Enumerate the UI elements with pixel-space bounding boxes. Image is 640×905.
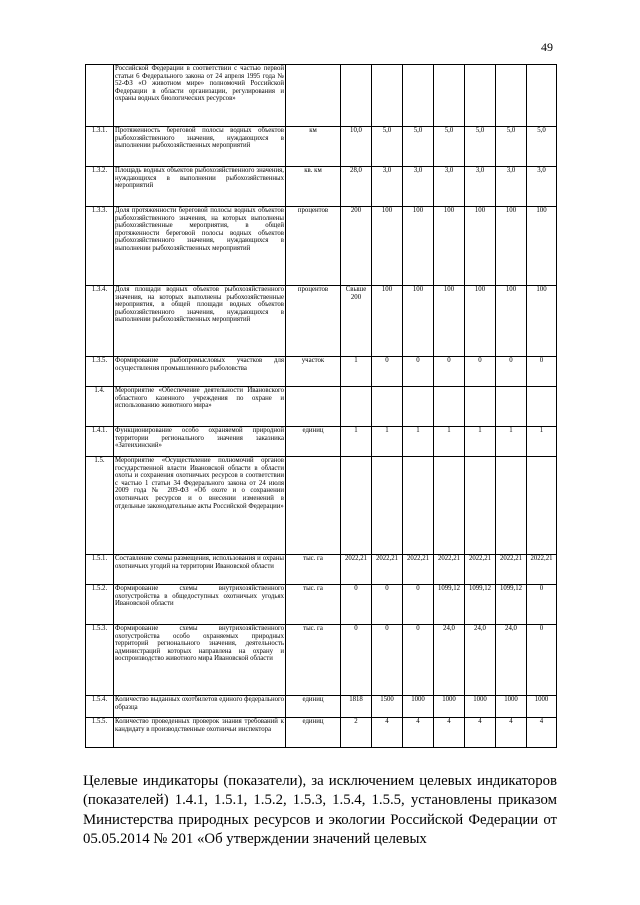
value-cell: 1 bbox=[465, 427, 496, 457]
unit-cell: тыс. га bbox=[286, 625, 341, 696]
value-cell: 100 bbox=[403, 207, 434, 286]
table-row bbox=[86, 207, 557, 286]
value-cell: 0 bbox=[372, 625, 403, 696]
value-cell: 2022,21 bbox=[403, 555, 434, 585]
indicators-table bbox=[85, 64, 557, 748]
value-cell: 1 bbox=[403, 427, 434, 457]
row-number: 1.3.1. bbox=[86, 127, 114, 167]
value-cell: 1818 bbox=[341, 696, 372, 718]
unit-cell: единиц bbox=[286, 696, 341, 718]
value-cell bbox=[465, 65, 496, 127]
table-row bbox=[86, 718, 557, 748]
table-row bbox=[86, 555, 557, 585]
value-cell: 24,0 bbox=[496, 625, 527, 696]
row-number: 1.3.5. bbox=[86, 357, 114, 387]
value-cell: 24,0 bbox=[465, 625, 496, 696]
row-number: 1.3.2. bbox=[86, 167, 114, 207]
value-cell: 4 bbox=[372, 718, 403, 748]
value-cell: 4 bbox=[434, 718, 465, 748]
value-cell: 1 bbox=[527, 427, 557, 457]
indicator-name: Мероприятие «Осуществление полномочий органов государственной власти Ивановской области в области охоты и сохранения охотничьих ресурсов в соответствии с частью 1 статьи 34 Федерального закона от 24 июля 2009 года № 209-ФЗ «Об охоте и о сохранении охотничьих ресурсов и о внесении изменений в отдельные законодательные акты Российской Федерации» bbox=[114, 457, 286, 555]
value-cell: 1500 bbox=[372, 696, 403, 718]
value-cell: 1099,12 bbox=[434, 585, 465, 625]
value-cell bbox=[341, 387, 372, 427]
indicator-name: Составление схемы размещения, использования и охраны охотничьих угодий на территории Ивановской области bbox=[114, 555, 286, 585]
value-cell bbox=[527, 387, 557, 427]
table-row bbox=[86, 427, 557, 457]
value-cell: 1 bbox=[372, 427, 403, 457]
value-cell bbox=[372, 65, 403, 127]
value-cell: 3,0 bbox=[403, 167, 434, 207]
value-cell: 0 bbox=[527, 357, 557, 387]
value-cell: Свыше 200 bbox=[341, 286, 372, 357]
value-cell: 3,0 bbox=[465, 167, 496, 207]
table-row bbox=[86, 127, 557, 167]
value-cell: 5,0 bbox=[372, 127, 403, 167]
value-cell: 4 bbox=[496, 718, 527, 748]
indicator-name: Площадь водных объектов рыбохозяйственного значения, нуждающихся в выполнении рыбохозяйственных мероприятий bbox=[114, 167, 286, 207]
value-cell: 1099,12 bbox=[465, 585, 496, 625]
value-cell: 1099,12 bbox=[496, 585, 527, 625]
value-cell: 1000 bbox=[403, 696, 434, 718]
row-number: 1.4. bbox=[86, 387, 114, 427]
value-cell: 1000 bbox=[496, 696, 527, 718]
value-cell: 100 bbox=[527, 207, 557, 286]
value-cell bbox=[465, 387, 496, 427]
unit-cell bbox=[286, 387, 341, 427]
value-cell: 1 bbox=[341, 357, 372, 387]
table-row bbox=[86, 625, 557, 696]
value-cell: 2022,21 bbox=[465, 555, 496, 585]
value-cell bbox=[496, 65, 527, 127]
value-cell: 3,0 bbox=[527, 167, 557, 207]
page-number: 49 bbox=[541, 40, 553, 54]
table-row bbox=[86, 387, 557, 427]
value-cell: 0 bbox=[403, 585, 434, 625]
unit-cell: процентов bbox=[286, 286, 341, 357]
table-row bbox=[86, 585, 557, 625]
value-cell bbox=[527, 457, 557, 555]
indicator-name: Функционирование особо охраняемой природной территории регионального значения заказника «Затеихинский» bbox=[114, 427, 286, 457]
row-number: 1.3.4. bbox=[86, 286, 114, 357]
indicator-name: Протяженность береговой полосы водных объектов рыбохозяйственного значения, нуждающихся в выполнении рыбохозяйственных мероприятий bbox=[114, 127, 286, 167]
value-cell: 3,0 bbox=[372, 167, 403, 207]
value-cell: 2022,21 bbox=[341, 555, 372, 585]
value-cell bbox=[465, 457, 496, 555]
unit-cell bbox=[286, 65, 341, 127]
value-cell: 0 bbox=[465, 357, 496, 387]
value-cell: 100 bbox=[372, 207, 403, 286]
row-number bbox=[86, 65, 114, 127]
row-number: 1.5.3. bbox=[86, 625, 114, 696]
indicator-name: Российской Федерации в соответствии с частью первой статьи 6 Федерального закона от 24 апреля 1995 года № 52-ФЗ «О животном мире» полномочий Российской Федерации в области организации, регулирования и охраны водных биологических ресурсов» bbox=[114, 65, 286, 127]
value-cell: 10,0 bbox=[341, 127, 372, 167]
value-cell: 3,0 bbox=[496, 167, 527, 207]
row-number: 1.4.1. bbox=[86, 427, 114, 457]
value-cell: 2022,21 bbox=[372, 555, 403, 585]
value-cell: 1 bbox=[496, 427, 527, 457]
unit-cell: тыс. га bbox=[286, 585, 341, 625]
row-number: 1.5.5. bbox=[86, 718, 114, 748]
value-cell: 100 bbox=[434, 207, 465, 286]
value-cell: 4 bbox=[403, 718, 434, 748]
value-cell: 100 bbox=[496, 207, 527, 286]
value-cell: 2 bbox=[341, 718, 372, 748]
value-cell: 0 bbox=[403, 357, 434, 387]
value-cell: 100 bbox=[496, 286, 527, 357]
value-cell bbox=[496, 387, 527, 427]
value-cell bbox=[341, 65, 372, 127]
unit-cell: кв. км bbox=[286, 167, 341, 207]
indicator-name: Количество выданных охотбилетов единого федерального образца bbox=[114, 696, 286, 718]
row-number: 1.5.4. bbox=[86, 696, 114, 718]
indicator-name: Мероприятие «Обеспечение деятельности Ивановского областного казенного учреждения по охране и использованию животного мира» bbox=[114, 387, 286, 427]
unit-cell bbox=[286, 457, 341, 555]
value-cell: 2022,21 bbox=[434, 555, 465, 585]
value-cell: 5,0 bbox=[434, 127, 465, 167]
table-row bbox=[86, 357, 557, 387]
value-cell: 5,0 bbox=[496, 127, 527, 167]
value-cell: 100 bbox=[372, 286, 403, 357]
unit-cell: участок bbox=[286, 357, 341, 387]
value-cell: 5,0 bbox=[403, 127, 434, 167]
table-row bbox=[86, 696, 557, 718]
unit-cell: тыс. га bbox=[286, 555, 341, 585]
unit-cell: процентов bbox=[286, 207, 341, 286]
value-cell: 0 bbox=[341, 625, 372, 696]
table-row bbox=[86, 65, 557, 127]
value-cell: 0 bbox=[527, 625, 557, 696]
value-cell bbox=[496, 457, 527, 555]
value-cell bbox=[434, 387, 465, 427]
value-cell: 1000 bbox=[527, 696, 557, 718]
value-cell: 3,0 bbox=[434, 167, 465, 207]
value-cell: 1 bbox=[434, 427, 465, 457]
value-cell: 2022,21 bbox=[496, 555, 527, 585]
value-cell: 5,0 bbox=[465, 127, 496, 167]
table-row bbox=[86, 286, 557, 357]
value-cell: 100 bbox=[465, 286, 496, 357]
value-cell: 0 bbox=[434, 357, 465, 387]
value-cell: 4 bbox=[465, 718, 496, 748]
value-cell: 5,0 bbox=[527, 127, 557, 167]
unit-cell: единиц bbox=[286, 718, 341, 748]
indicator-name: Формирование рыбопромысловых участков для осуществления промышленного рыболовства bbox=[114, 357, 286, 387]
unit-cell: единиц bbox=[286, 427, 341, 457]
value-cell: 100 bbox=[465, 207, 496, 286]
value-cell bbox=[372, 457, 403, 555]
value-cell: 1 bbox=[341, 427, 372, 457]
value-cell: 100 bbox=[434, 286, 465, 357]
value-cell: 100 bbox=[403, 286, 434, 357]
row-number: 1.5. bbox=[86, 457, 114, 555]
value-cell: 0 bbox=[496, 357, 527, 387]
value-cell: 200 bbox=[341, 207, 372, 286]
value-cell: 1000 bbox=[465, 696, 496, 718]
indicator-name: Количество проведенных проверок знания требований к кандидату в производственные охотничьи инспектора bbox=[114, 718, 286, 748]
value-cell bbox=[527, 65, 557, 127]
value-cell bbox=[434, 457, 465, 555]
value-cell: 1000 bbox=[434, 696, 465, 718]
value-cell: 24,0 bbox=[434, 625, 465, 696]
value-cell: 0 bbox=[527, 585, 557, 625]
unit-cell: км bbox=[286, 127, 341, 167]
row-number: 1.5.1. bbox=[86, 555, 114, 585]
indicator-name: Формирование схемы внутрихозяйственного охотустройства в общедоступных охотничьих угодьях Ивановской области bbox=[114, 585, 286, 625]
value-cell bbox=[434, 65, 465, 127]
indicator-name: Доля протяженности береговой полосы водных объектов рыбохозяйственного значения, на которых выполнены рыбохозяйственные мероприятия, в общей протяженности береговой полосы водных объектов рыбохозяйственного значения, нуждающихся в выполнении рыбохозяйственных мероприятий bbox=[114, 207, 286, 286]
value-cell bbox=[403, 457, 434, 555]
value-cell: 0 bbox=[372, 585, 403, 625]
value-cell: 100 bbox=[527, 286, 557, 357]
row-number: 1.3.3. bbox=[86, 207, 114, 286]
indicator-name: Формирование схемы внутрихозяйственного охотустройства особо охраняемых природных территорий регионального значения, деятельность администраций которых направлена на охрану и воспроизводство животного мира Ивановской области bbox=[114, 625, 286, 696]
value-cell bbox=[372, 387, 403, 427]
value-cell: 28,0 bbox=[341, 167, 372, 207]
value-cell: 0 bbox=[372, 357, 403, 387]
value-cell: 0 bbox=[403, 625, 434, 696]
value-cell bbox=[403, 65, 434, 127]
value-cell bbox=[403, 387, 434, 427]
value-cell: 4 bbox=[527, 718, 557, 748]
value-cell: 0 bbox=[341, 585, 372, 625]
table-row bbox=[86, 167, 557, 207]
row-number: 1.5.2. bbox=[86, 585, 114, 625]
table-row bbox=[86, 457, 557, 555]
indicator-name: Доля площади водных объектов рыбохозяйственного значения, на которых выполнены рыбохозяйственные мероприятия, в общей площади водных объектов рыбохозяйственного значения, нуждающихся в выполнении рыбохозяйственных мероприятий bbox=[114, 286, 286, 357]
body-paragraph: Целевые индикаторы (показатели), за исключением целевых индикаторов (показателей) 1.4.1, 1.5.1, 1.5.2, 1.5.3, 1.5.4, 1.5.5, установлены приказом Министерства природных ресурсов и экологии Российской Федерации от 05.05.2014 № 201 «Об утверждении значений целевых bbox=[83, 773, 557, 848]
value-cell bbox=[341, 457, 372, 555]
value-cell: 2022,21 bbox=[527, 555, 557, 585]
